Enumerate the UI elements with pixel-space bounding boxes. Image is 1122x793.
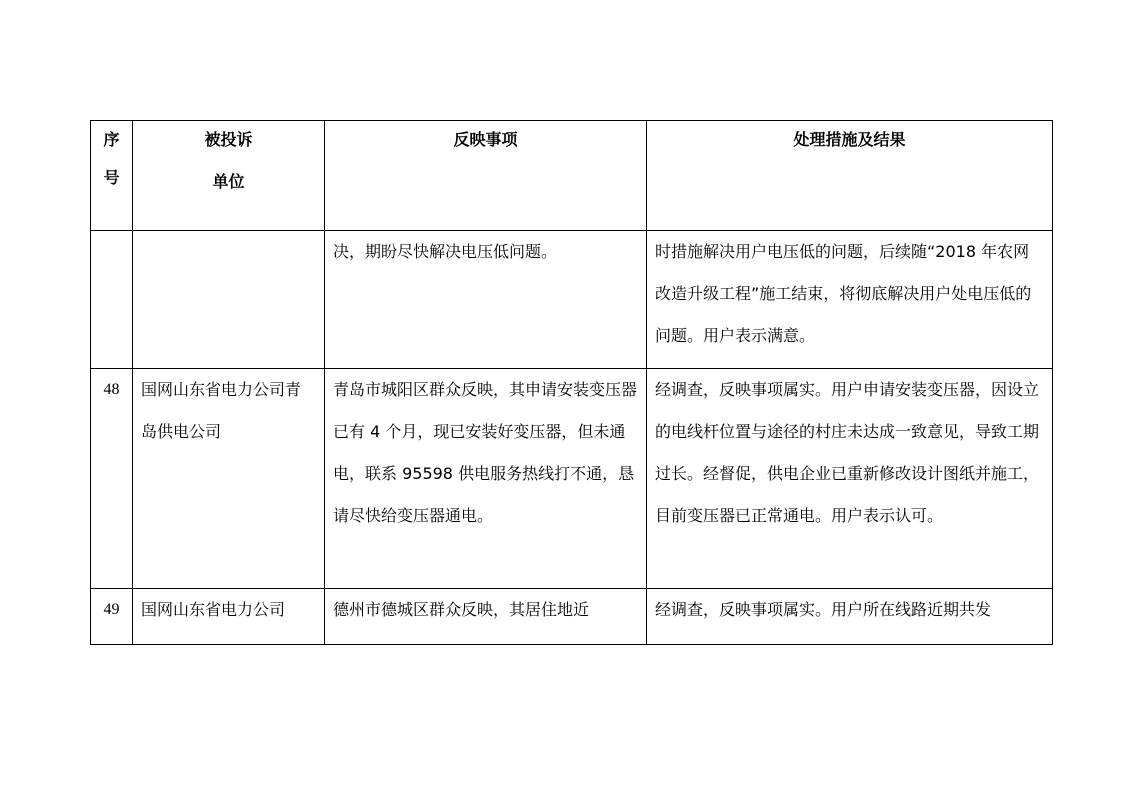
table-row [91,231,1053,369]
row-unit [133,231,325,369]
complaints-table [90,120,1053,645]
header-index [91,121,133,231]
table-row [91,369,1053,589]
header-result: 处理措施及结果 [647,121,1053,231]
header-index-char2: 号 [103,168,120,187]
row-unit: 国网山东省电力公司青岛供电公司 [133,369,325,589]
header-issue: 反映事项 [325,121,647,231]
row-index: 48 [91,369,133,589]
header-index-char1: 序 [103,130,120,149]
header-row [91,121,1053,231]
header-unit [133,121,325,231]
row-issue: 德州市德城区群众反映，其居住地近 [325,589,647,645]
row-unit: 国网山东省电力公司 [133,589,325,645]
row-result: 经调查，反映事项属实。用户申请安装变压器，因设立的电线杆位置与途径的村庄未达成一致意见，导致工期过长。经督促，供电企业已重新修改设计图纸并施工，目前变压器已正常通电。用户表示认可。 [647,369,1053,589]
header-unit-line2: 单位 [212,172,245,191]
row-issue: 青岛市城阳区群众反映，其申请安装变压器已有 4 个月，现已安装好变压器，但未通电，联系 95598 供电服务热线打不通，恳请尽快给变压器通电。 [325,369,647,589]
row-result: 时措施解决用户电压低的问题，后续随“2018 年农网改造升级工程”施工结束，将彻底解决用户处电压低的问题。用户表示满意。 [647,231,1053,369]
header-unit-line1: 被投诉 [204,130,253,149]
table-row [91,589,1053,645]
row-issue: 决，期盼尽快解决电压低问题。 [325,231,647,369]
row-result: 经调查，反映事项属实。用户所在线路近期共发 [647,589,1053,645]
row-index [91,231,133,369]
row-index: 49 [91,589,133,645]
